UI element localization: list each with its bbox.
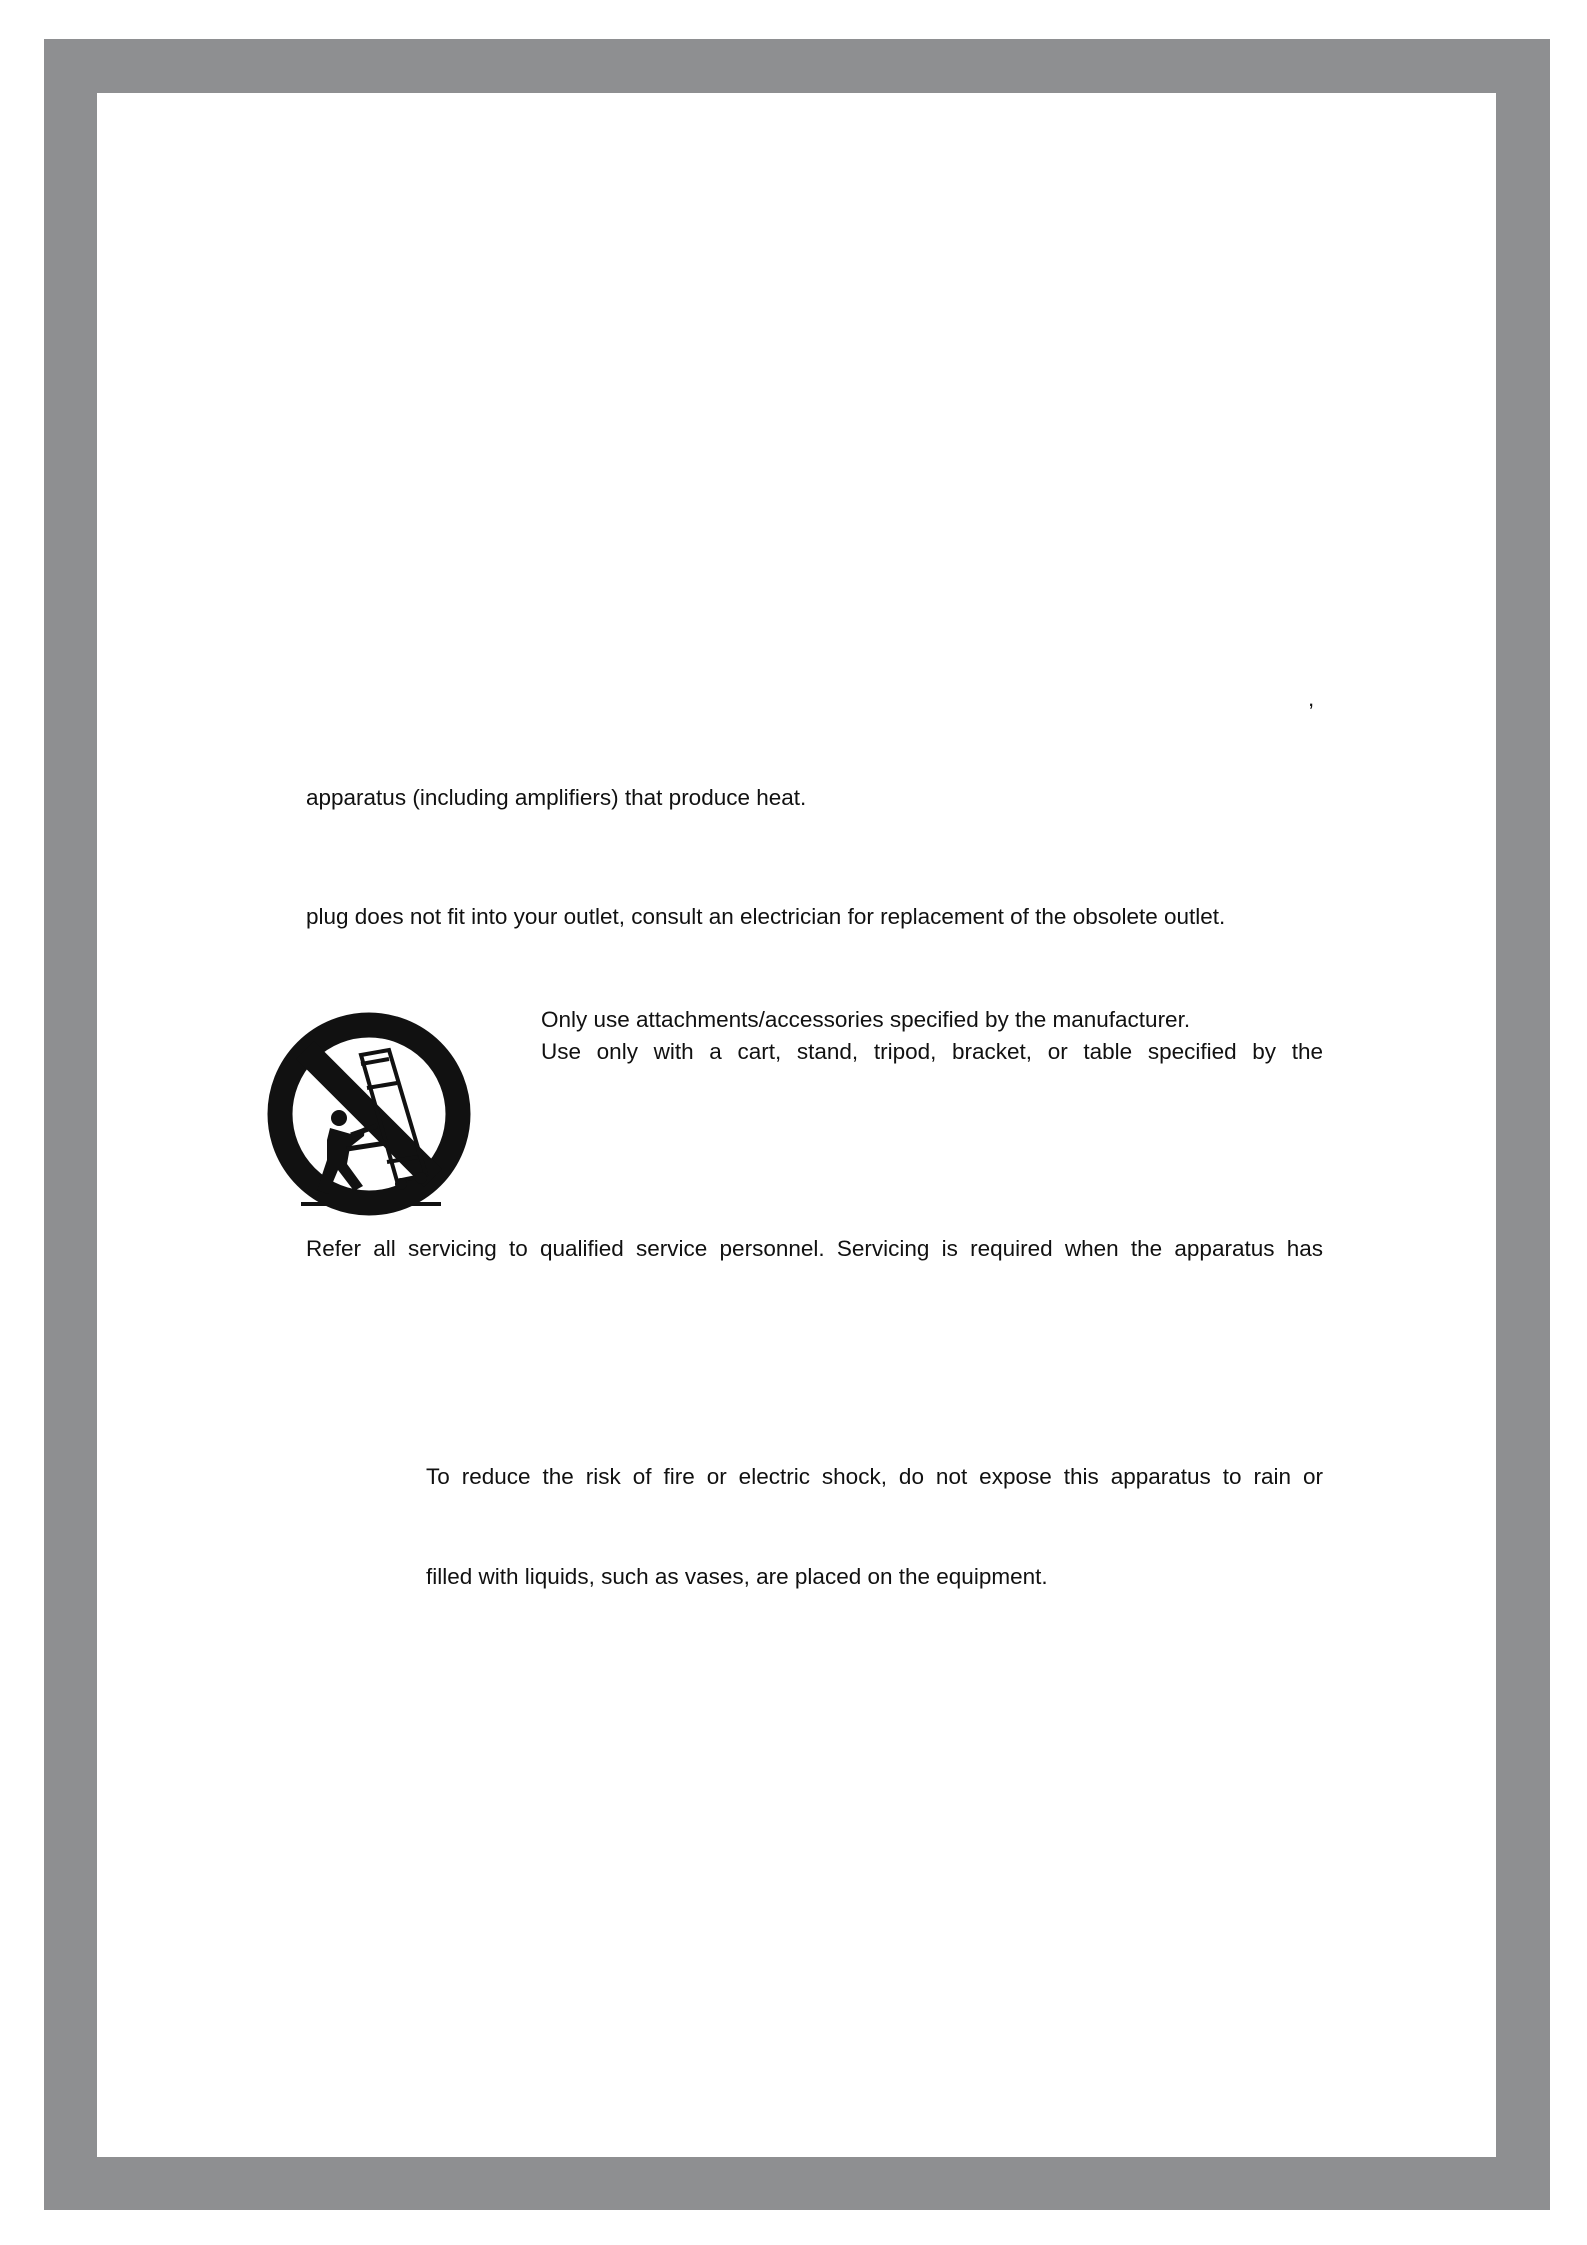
attachments-text: Only use attachments/accessories specified by the manufacturer. (541, 1007, 1191, 1032)
cart-tip-over-warning-icon (265, 1010, 473, 1218)
servicing-text: Refer all servicing to qualified service personnel. Servicing is required when the apparatus has (306, 1236, 1323, 1261)
heat-sources-text: apparatus (including amplifiers) that produce heat. (306, 785, 807, 810)
cart-stand-text: Use only with a cart, stand, tripod, bracket, or table specified by the (541, 1039, 1323, 1064)
rain-moisture-warning-text: To reduce the risk of fire or electric shock, do not expose this apparatus to rain or (426, 1464, 1323, 1489)
plug-outlet-text: plug does not fit into your outlet, consult an electrician for replacement of the obsolete outlet. (306, 904, 1226, 929)
liquids-warning-text: filled with liquids, such as vases, are placed on the equipment. (426, 1564, 1048, 1589)
stray-comma: , (1308, 686, 1315, 711)
